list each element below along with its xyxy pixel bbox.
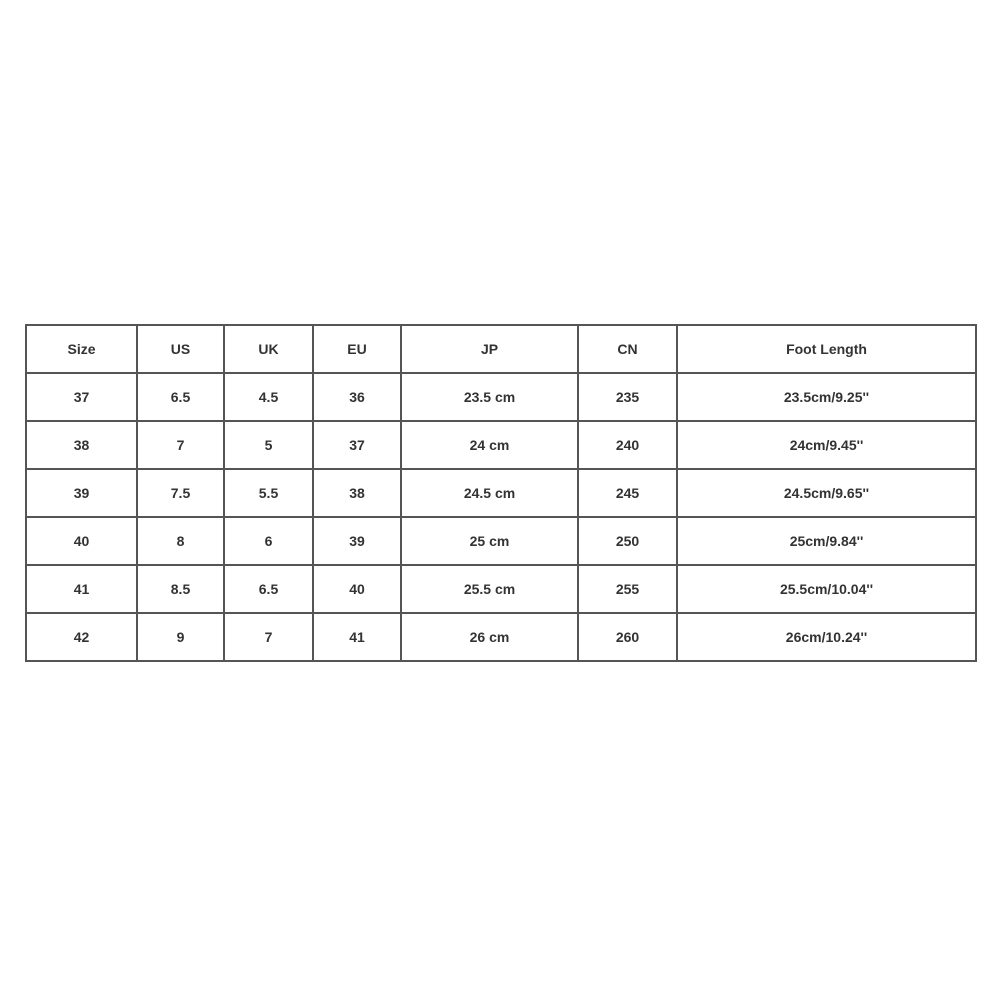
cell-us: 7.5 (137, 469, 224, 517)
cell-us: 6.5 (137, 373, 224, 421)
cell-eu: 37 (313, 421, 401, 469)
cell-uk: 5.5 (224, 469, 313, 517)
table-row (26, 469, 976, 517)
cell-uk: 5 (224, 421, 313, 469)
cell-size: 42 (26, 613, 137, 661)
header-eu: EU (313, 325, 401, 373)
cell-size: 41 (26, 565, 137, 613)
cell-eu: 41 (313, 613, 401, 661)
header-uk: UK (224, 325, 313, 373)
cell-cn: 240 (578, 421, 677, 469)
cell-eu: 39 (313, 517, 401, 565)
cell-foot-length: 26cm/10.24'' (677, 613, 976, 661)
cell-uk: 4.5 (224, 373, 313, 421)
cell-us: 8.5 (137, 565, 224, 613)
table-row (26, 517, 976, 565)
cell-cn: 245 (578, 469, 677, 517)
table-row (26, 373, 976, 421)
table-row (26, 421, 976, 469)
cell-cn: 260 (578, 613, 677, 661)
header-size: Size (26, 325, 137, 373)
cell-size: 38 (26, 421, 137, 469)
cell-cn: 235 (578, 373, 677, 421)
cell-uk: 6.5 (224, 565, 313, 613)
cell-jp: 26 cm (401, 613, 578, 661)
cell-cn: 255 (578, 565, 677, 613)
cell-uk: 6 (224, 517, 313, 565)
cell-eu: 38 (313, 469, 401, 517)
cell-us: 8 (137, 517, 224, 565)
cell-foot-length: 25.5cm/10.04'' (677, 565, 976, 613)
cell-us: 7 (137, 421, 224, 469)
header-jp: JP (401, 325, 578, 373)
table-row (26, 565, 976, 613)
cell-cn: 250 (578, 517, 677, 565)
cell-us: 9 (137, 613, 224, 661)
header-cn: CN (578, 325, 677, 373)
cell-size: 39 (26, 469, 137, 517)
cell-foot-length: 24cm/9.45'' (677, 421, 976, 469)
cell-jp: 25.5 cm (401, 565, 578, 613)
cell-foot-length: 24.5cm/9.65'' (677, 469, 976, 517)
cell-jp: 24 cm (401, 421, 578, 469)
cell-eu: 36 (313, 373, 401, 421)
cell-size: 37 (26, 373, 137, 421)
cell-foot-length: 23.5cm/9.25'' (677, 373, 976, 421)
header-us: US (137, 325, 224, 373)
cell-jp: 23.5 cm (401, 373, 578, 421)
size-chart-table (25, 324, 977, 662)
cell-eu: 40 (313, 565, 401, 613)
cell-uk: 7 (224, 613, 313, 661)
header-foot-length: Foot Length (677, 325, 976, 373)
cell-foot-length: 25cm/9.84'' (677, 517, 976, 565)
cell-size: 40 (26, 517, 137, 565)
cell-jp: 24.5 cm (401, 469, 578, 517)
table-header-row (26, 325, 976, 373)
cell-jp: 25 cm (401, 517, 578, 565)
table-row (26, 613, 976, 661)
